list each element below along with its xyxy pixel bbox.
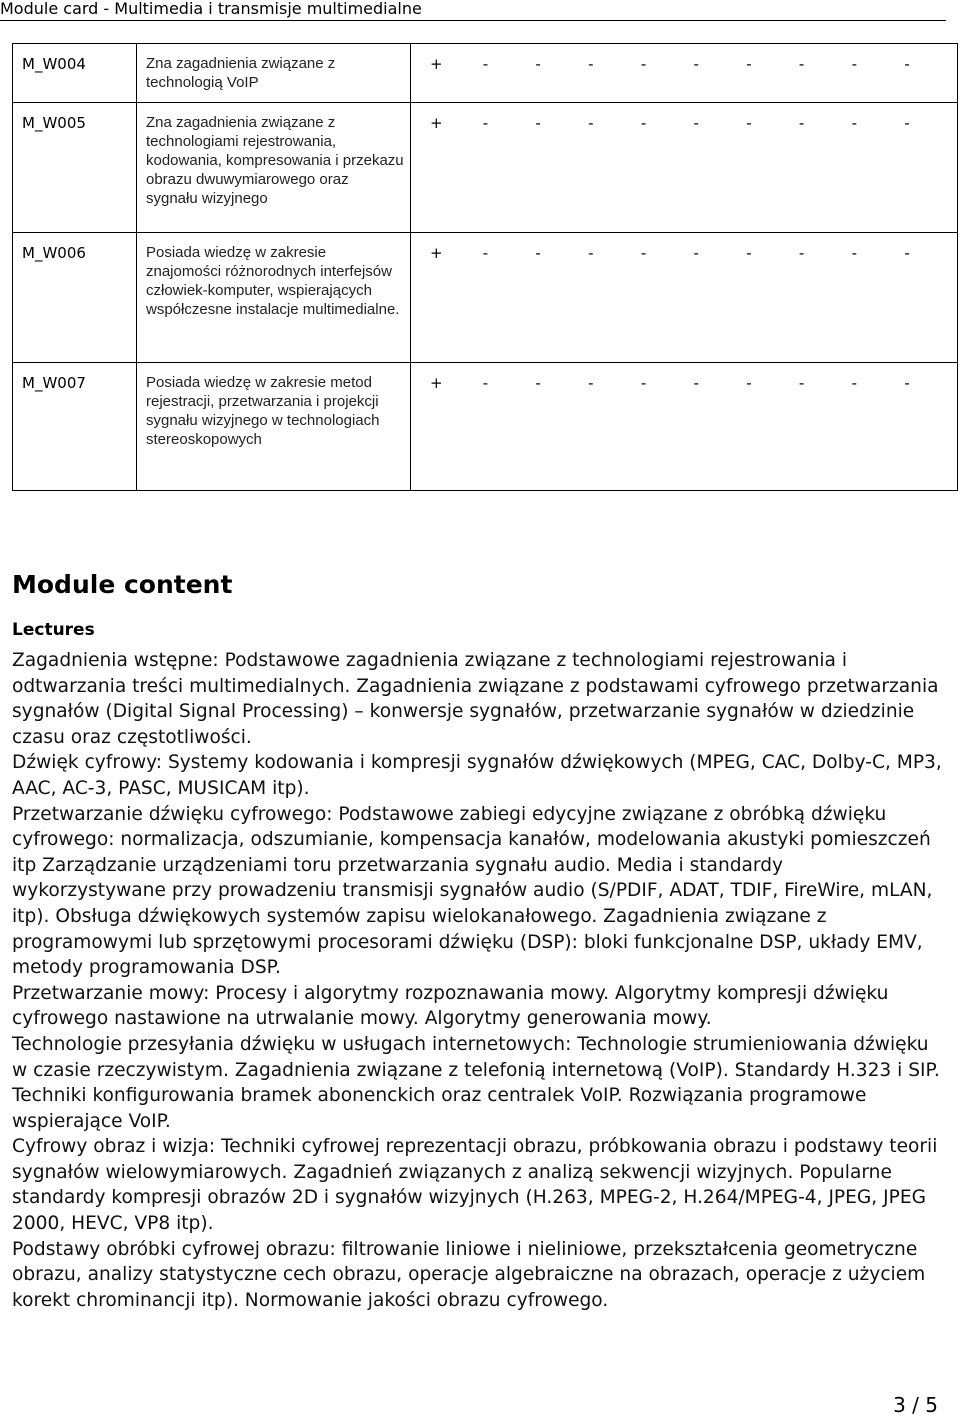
mark-cell: - (588, 374, 594, 392)
content-paragraph: Zagadnienia wstępne: Podstawowe zagadnienia związane z technologiami rejestrowania i odtwarzania treści multimedialnych. Zagadnienia związane z podstawami cyfrowego przetwarzania sygnałów (Digital Signal Processing) – konwersje sygnałów, przetwarzanie sygnałów w dziedzinie czasu oraz częstotliwości. (12, 650, 939, 748)
mark-cell: - (904, 374, 910, 392)
mark-cell: - (482, 55, 489, 73)
mark-cell: + (430, 55, 443, 73)
mark-cell: - (904, 244, 910, 262)
mark-cell: - (746, 114, 752, 132)
mark-cell: - (851, 374, 858, 392)
content-paragraph: Dźwięk cyfrowy: Systemy kodowania i kompresji sygnałów dźwiękowych (MPEG, CAC, Dolby-C, MP3, AAC, AC-3, PASC, MUSICAM itp). (12, 752, 942, 799)
table-row (13, 233, 958, 363)
mark-cell: - (482, 244, 489, 262)
mark-cell: - (640, 114, 647, 132)
outcome-code: M_W004 (13, 44, 137, 103)
table-row (13, 44, 958, 103)
mark-cell: - (746, 55, 752, 73)
content-paragraph: Przetwarzanie mowy: Procesy i algorytmy rozpoznawania mowy. Algorytmy kompresji dźwięku cyfrowego nastawione na utrwalanie mowy. Algorytmy generowania mowy. (12, 982, 889, 1030)
mark-cell: - (588, 244, 594, 262)
mark-cell: - (693, 55, 699, 73)
section-title: Module content (12, 570, 233, 599)
mark-cell: - (588, 55, 594, 73)
table-row (13, 103, 958, 233)
section-subtitle: Lectures (12, 620, 95, 640)
mark-cell: - (851, 114, 858, 132)
mark-cell: - (693, 114, 699, 132)
header-title: Module card - Multimedia i transmisje multimedialne (0, 0, 422, 18)
outcome-code: M_W006 (13, 233, 137, 363)
mark-cell: - (535, 374, 541, 392)
mark-cell: - (851, 244, 858, 262)
outcome-marks (411, 363, 958, 491)
outcome-description: Posiada wiedzę w zakresie metod rejestracji, przetwarzania i projekcji sygnału wizyjnego w technologiach stereoskopowych (137, 363, 411, 491)
outcome-description: Zna zagadnienia związane z technologią VoIP (137, 44, 411, 103)
mark-cell: + (430, 114, 443, 132)
outcome-description: Posiada wiedzę w zakresie znajomości różnorodnych interfejsów człowiek-komputer, wspierających współczesne instalacje multimedialne. (137, 233, 411, 363)
lecture-content (12, 648, 942, 1313)
outcome-marks (411, 103, 958, 233)
mark-cell: - (851, 55, 858, 73)
mark-cell: - (904, 114, 910, 132)
page-header (0, 0, 946, 21)
mark-cell: - (588, 114, 594, 132)
mark-cell: - (640, 55, 647, 73)
content-paragraph: Podstawy obróbki cyfrowej obrazu: filtrowanie liniowe i nieliniowe, przekształcenia geometryczne obrazu, analizy statystyczne cech obrazu, operacje algebraiczne na obrazach, operacje z użyciem korekt chrominancji itp). Normowanie jakości obrazu cyfrowego. (12, 1238, 926, 1311)
mark-cell: - (535, 55, 541, 73)
table-row (13, 363, 958, 491)
mark-cell: - (693, 244, 699, 262)
mark-cell: + (430, 374, 443, 392)
outcome-code: M_W005 (13, 103, 137, 233)
content-paragraph: Technologie przesyłania dźwięku w usługach internetowych: Technologie strumieniowania dźwięku w czasie rzeczywistym. Zagadnienia związane z telefonią internetową (VoIP). Standardy H.323 i SIP. Techniki konfigurowania bramek abonenckich oraz centralek VoIP. Rozwiązania programowe wspierające VoIP. (12, 1033, 940, 1132)
outcome-marks (411, 233, 958, 363)
mark-cell: - (904, 55, 910, 73)
learning-outcomes-table (12, 43, 958, 491)
mark-cell: - (798, 244, 805, 262)
mark-cell: - (535, 114, 541, 132)
mark-cell: - (746, 374, 752, 392)
outcome-marks (411, 44, 958, 103)
mark-cell: - (746, 244, 752, 262)
mark-cell: - (640, 244, 647, 262)
page-number: 3 / 5 (893, 1393, 938, 1417)
mark-cell: + (430, 244, 443, 262)
outcome-description: Zna zagadnienia związane z technologiami rejestrowania, kodowania, kompresowania i przekazu obrazu dwuwymiarowego oraz sygnału wizyjnego (137, 103, 411, 233)
mark-cell: - (798, 55, 805, 73)
mark-cell: - (798, 114, 805, 132)
mark-cell: - (798, 374, 805, 392)
mark-cell: - (640, 374, 647, 392)
content-paragraph: Przetwarzanie dźwięku cyfrowego: Podstawowe zabiegi edycyjne związane z obróbką dźwięku cyfrowego: normalizacja, odszumianie, kompensacja kanałów, modelowania akustyki pomieszczeń itp Zarządzanie urządzeniami toru przetwarzania sygnału audio. Media i standardy wykorzystywane przy prowadzeniu transmisji sygnałów audio (S/PDIF, ADAT, TDIF, FireWire, mLAN, itp). Obsługa dźwiękowych systemów zapisu wielokanałowego. Zagadnienia związane z programowymi lub sprzętowymi procesorami dźwięku (DSP): bloki funkcjonalne DSP, układy EMV, metody programowania DSP. (12, 803, 933, 979)
outcome-code: M_W007 (13, 363, 137, 491)
mark-cell: - (693, 374, 699, 392)
content-paragraph: Cyfrowy obraz i wizja: Techniki cyfrowej reprezentacji obrazu, próbkowania obrazu i podstawy teorii sygnałów wielowymiarowych. Zagadnień związanych z analizą sekwencji wizyjnych. Popularne standardy kompresji obrazów 2D i sygnałów wizyjnych (H.263, MPEG-2, H.264/MPEG-4, JPEG, JPEG 2000, HEVC, VP8 itp). (12, 1136, 938, 1235)
mark-cell: - (482, 374, 489, 392)
mark-cell: - (482, 114, 489, 132)
mark-cell: - (535, 244, 541, 262)
